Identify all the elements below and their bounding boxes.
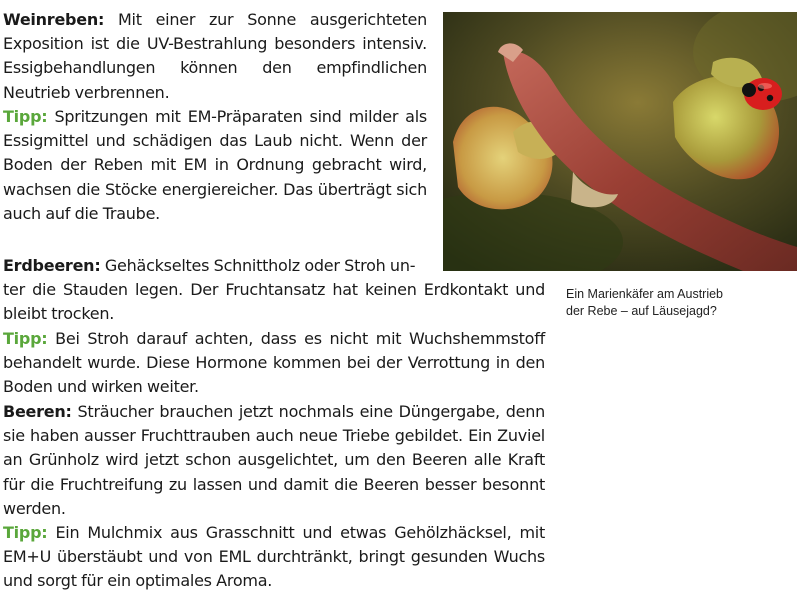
photo-illustration bbox=[443, 12, 797, 271]
weinreben-paragraph bbox=[3, 8, 427, 105]
beeren-term: Beeren: bbox=[3, 402, 72, 421]
weinreben-tipp-text: Spritzungen mit EM-Präparaten sind milder als Essigmittel und schädigen das Laub nicht. Wenn der Boden der Reben mit EM in Ordnung gebracht wird, wachsen die Stöcke energiereicher. Das überträgt sich auch auf die Traube. bbox=[3, 107, 427, 223]
erdbeeren-text-rest: ter die Stauden legen. Der Fruchtansatz hat keinen Erdkontakt und bleibt trocken. bbox=[3, 280, 545, 324]
tipp-label: Tipp: bbox=[3, 107, 48, 126]
tipp-label: Tipp: bbox=[3, 523, 48, 542]
erdbeeren-tipp-text: Bei Stroh darauf achten, dass es nicht mit Wuchshemmstoff behandelt wurde. Diese Hormone kommen bei der Verrottung in den Boden und wirken weiter. bbox=[3, 329, 545, 397]
beeren-paragraph bbox=[3, 400, 545, 521]
erdbeeren-term: Erdbeeren: bbox=[3, 256, 101, 275]
beeren-tipp-text: Ein Mulchmix aus Grasschnitt und etwas Gehölzhäcksel, mit EM+U überstäubt und von EML durchtränkt, bringt gesunden Wuchs und sorgt für ein optimales Aroma. bbox=[3, 523, 545, 591]
weinreben-term: Weinreben: bbox=[3, 10, 105, 29]
weinreben-text: Mit einer zur Sonne ausgerichteten Exposition ist die UV-Bestrahlung besonders intensiv. Essigbehandlungen können den empfindlichen Neutrieb verbrennen. bbox=[3, 10, 427, 102]
beeren-text: Sträucher brauchen jetzt nochmals eine Düngergabe, denn sie haben ausser Fruchttrauben auch neue Triebe gebildet. Ein Zuviel an Grünholz wird jetzt schon ausgelichtet, um den Beeren alle Kraft für die Fruchtreifung zu lassen und damit die Beeren besser besonnt werden. bbox=[3, 402, 545, 518]
ladybug-photo bbox=[443, 12, 797, 271]
weinreben-tipp-paragraph bbox=[3, 105, 427, 226]
photo-caption: Ein Marienkäfer am Austrieb der Rebe – auf Läusejagd? bbox=[566, 287, 724, 318]
tipp-label: Tipp: bbox=[3, 329, 48, 348]
beeren-tipp-paragraph bbox=[3, 521, 545, 594]
erdbeeren-first-line bbox=[3, 254, 427, 278]
erdbeeren-text-first: Gehäckseltes Schnittholz oder Stroh un- bbox=[100, 256, 416, 275]
erdbeeren-tipp-paragraph bbox=[3, 327, 545, 400]
